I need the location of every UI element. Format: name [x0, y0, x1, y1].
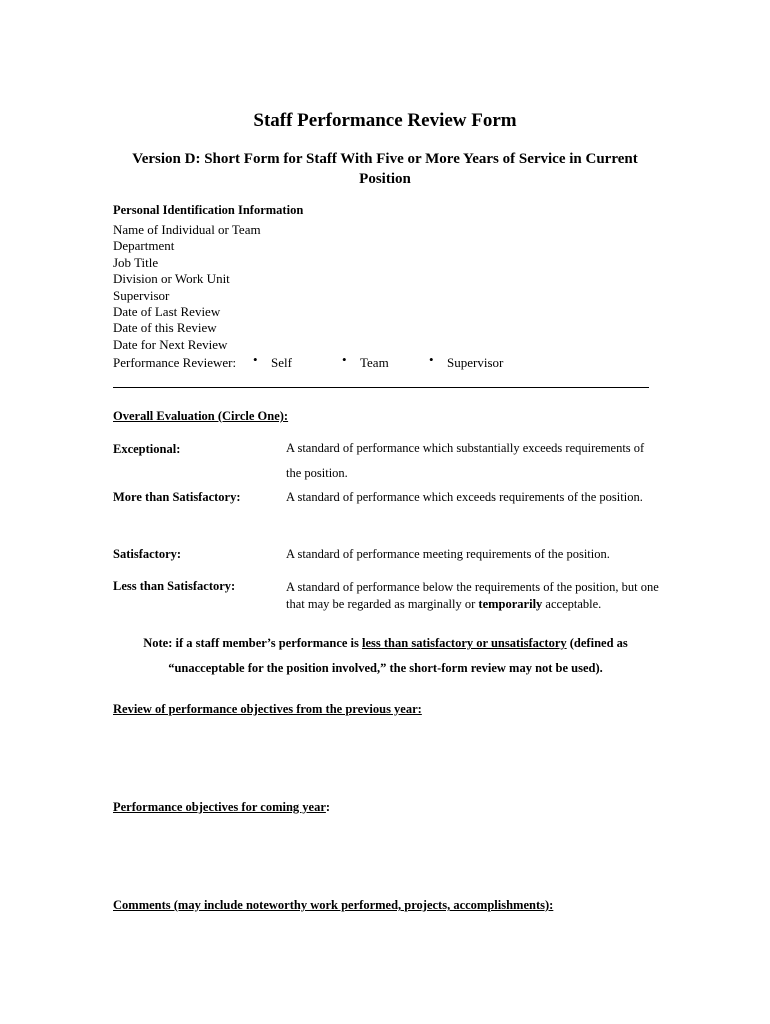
field-division-label: Division or Work Unit: [113, 271, 230, 287]
rating-exceptional-description: A standard of performance which substantially exceeds requirements of the position.: [286, 441, 645, 480]
coming-objectives-text: Performance objectives for coming year: [113, 800, 326, 814]
page-title: Staff Performance Review Form: [253, 110, 517, 131]
personal-info-heading: Personal Identification Information: [113, 203, 304, 217]
reviewer-option-supervisor[interactable]: Supervisor: [447, 355, 504, 370]
note-underlined-text: less than satisfactory or unsatisfactory: [362, 636, 567, 650]
bullet-icon: •: [253, 352, 258, 367]
rating-more-than-satisfactory-label[interactable]: More than Satisfactory:: [113, 490, 241, 504]
field-job-title-label: Job Title: [113, 254, 159, 270]
rating-less-than-satisfactory-label[interactable]: Less than Satisfactory:: [113, 579, 236, 593]
field-next-review-label: Date for Next Review: [113, 336, 228, 352]
section-divider: [113, 387, 649, 388]
rating-exceptional-label[interactable]: Exceptional:: [113, 442, 181, 456]
previous-objectives-heading: Review of performance objectives from the previous year:: [113, 702, 422, 716]
rating-satisfactory-description: A standard of performance meeting requirements of the position.: [286, 547, 610, 561]
note-text: (defined as: [566, 636, 628, 650]
bullet-icon: •: [342, 352, 347, 367]
description-text: acceptable.: [542, 596, 602, 611]
rating-less-than-satisfactory-description: [286, 579, 661, 612]
field-department-label: Department: [113, 238, 175, 254]
reviewer-option-team[interactable]: Team: [360, 355, 389, 370]
page-subtitle: Version D: Short Form for Staff With Five or More Years of Service in Current Position: [132, 151, 638, 187]
evaluation-note-line-2: “unacceptable for the position involved,” the short-form review may not be used).: [168, 661, 603, 675]
field-this-review-label: Date of this Review: [113, 320, 217, 336]
reviewer-option-self[interactable]: Self: [271, 355, 292, 370]
overall-evaluation-heading: Overall Evaluation (Circle One):: [113, 409, 289, 423]
description-emphasis: temporarily: [478, 596, 543, 611]
bullet-icon: •: [429, 352, 434, 367]
field-supervisor-label: Supervisor: [113, 287, 170, 303]
rating-more-than-satisfactory-description: A standard of performance which exceeds requirements of the position.: [286, 490, 643, 504]
rating-satisfactory-label[interactable]: Satisfactory:: [113, 547, 182, 561]
description-text: A standard of performance below the requirements of the position, but one that may be regarded as marginally or: [286, 580, 659, 611]
field-last-review-label: Date of Last Review: [113, 303, 221, 319]
reviewer-label: Performance Reviewer:: [113, 355, 237, 370]
coming-objectives-heading: [113, 800, 330, 815]
note-text: Note: if a staff member’s performance is: [143, 636, 363, 650]
evaluation-note-line-1: [113, 636, 658, 651]
field-name-label: Name of Individual or Team: [113, 222, 261, 237]
coming-objectives-colon: :: [325, 800, 331, 814]
personal-info-fields: [113, 222, 261, 353]
comments-heading: Comments (may include noteworthy work performed, projects, accomplishments):: [113, 898, 554, 912]
